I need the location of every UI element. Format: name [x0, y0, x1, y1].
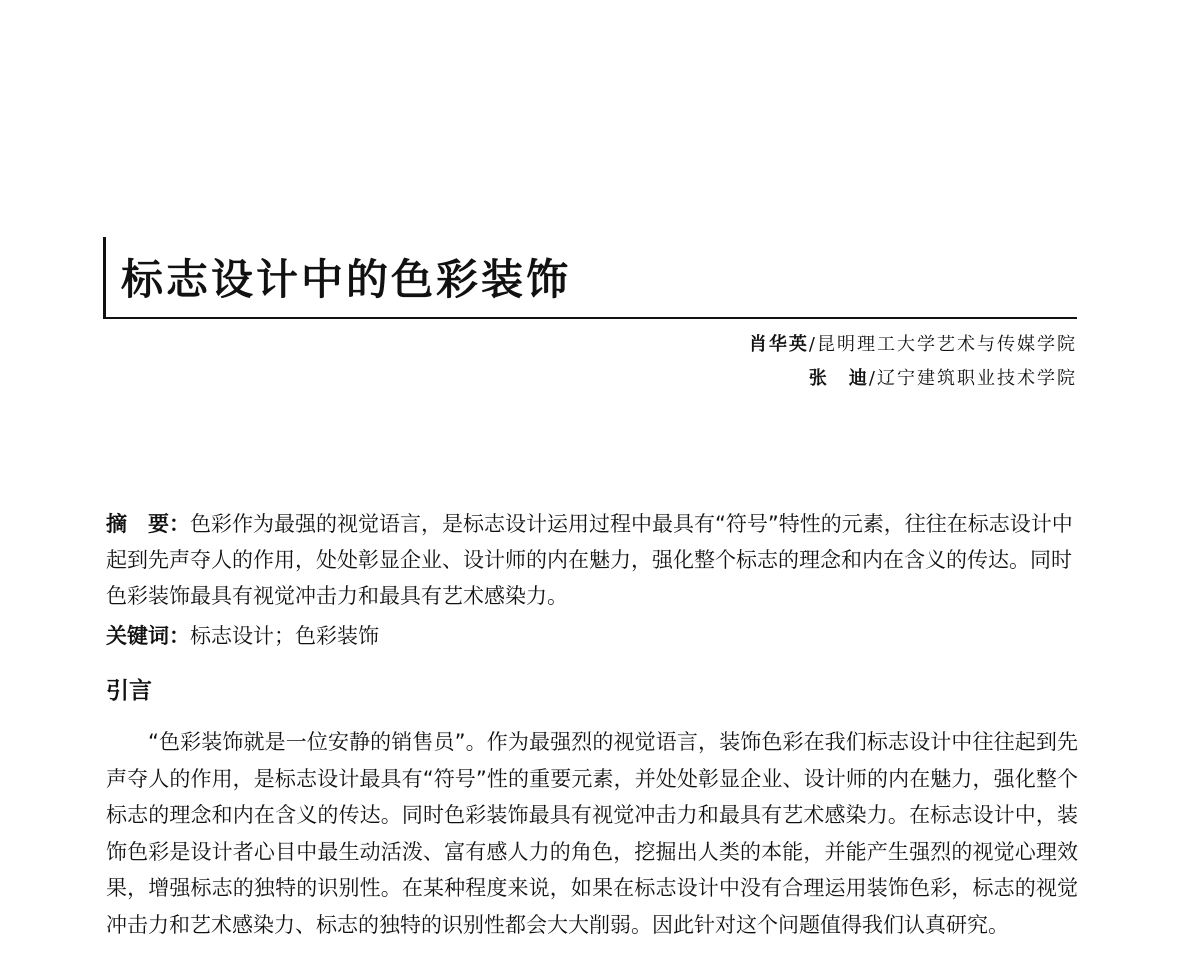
author-list [749, 328, 1077, 396]
article-title: 标志设计中的色彩装饰 [121, 255, 572, 304]
author-affiliation: /辽宁建筑职业技术学院 [868, 368, 1077, 389]
author-name: 肖华英 [748, 334, 809, 355]
abstract [106, 506, 1078, 614]
keywords-label: 关键词： [106, 624, 190, 648]
abstract-label: 摘 要： [106, 512, 190, 536]
section-heading: 引言 [106, 678, 152, 704]
author-affiliation: /昆明理工大学艺术与传媒学院 [808, 334, 1077, 355]
keywords-text: 标志设计；色彩装饰 [190, 624, 379, 648]
keywords [106, 618, 1078, 654]
author-line [749, 362, 1077, 396]
abstract-text: 色彩作为最强的视觉语言，是标志设计运用过程中最具有“符号”特性的元素，往往在标志设计中起到先声夺人的作用，处处彰显企业、设计师的内在魅力，强化整个标志的理念和内在含义的传达。同时色彩装饰最具有视觉冲击力和最具有艺术感染力。 [106, 512, 1073, 608]
author-line [749, 328, 1077, 362]
title-block [103, 237, 1077, 319]
author-name: 张 迪 [808, 368, 869, 389]
body-paragraph: “色彩装饰就是一位安静的销售员”。作为最强烈的视觉语言，装饰色彩在我们标志设计中往往起到先声夺人的作用，是标志设计最具有“符号”性的重要元素，并处处彰显企业、设计师的内在魅力，强化整个标志的理念和内在含义的传达。同时色彩装饰最具有视觉冲击力和最具有艺术感染力。在标志设计中，装饰色彩是设计者心目中最生动活泼、富有感人力的角色，挖掘出人类的本能，并能产生强烈的视觉心理效果，增强标志的独特的识别性。在某种程度来说，如果在标志设计中没有合理运用装饰色彩，标志的视觉冲击力和艺术感染力、标志的独特的识别性都会大大削弱。因此针对这个问题值得我们认真研究。 [106, 730, 1078, 937]
